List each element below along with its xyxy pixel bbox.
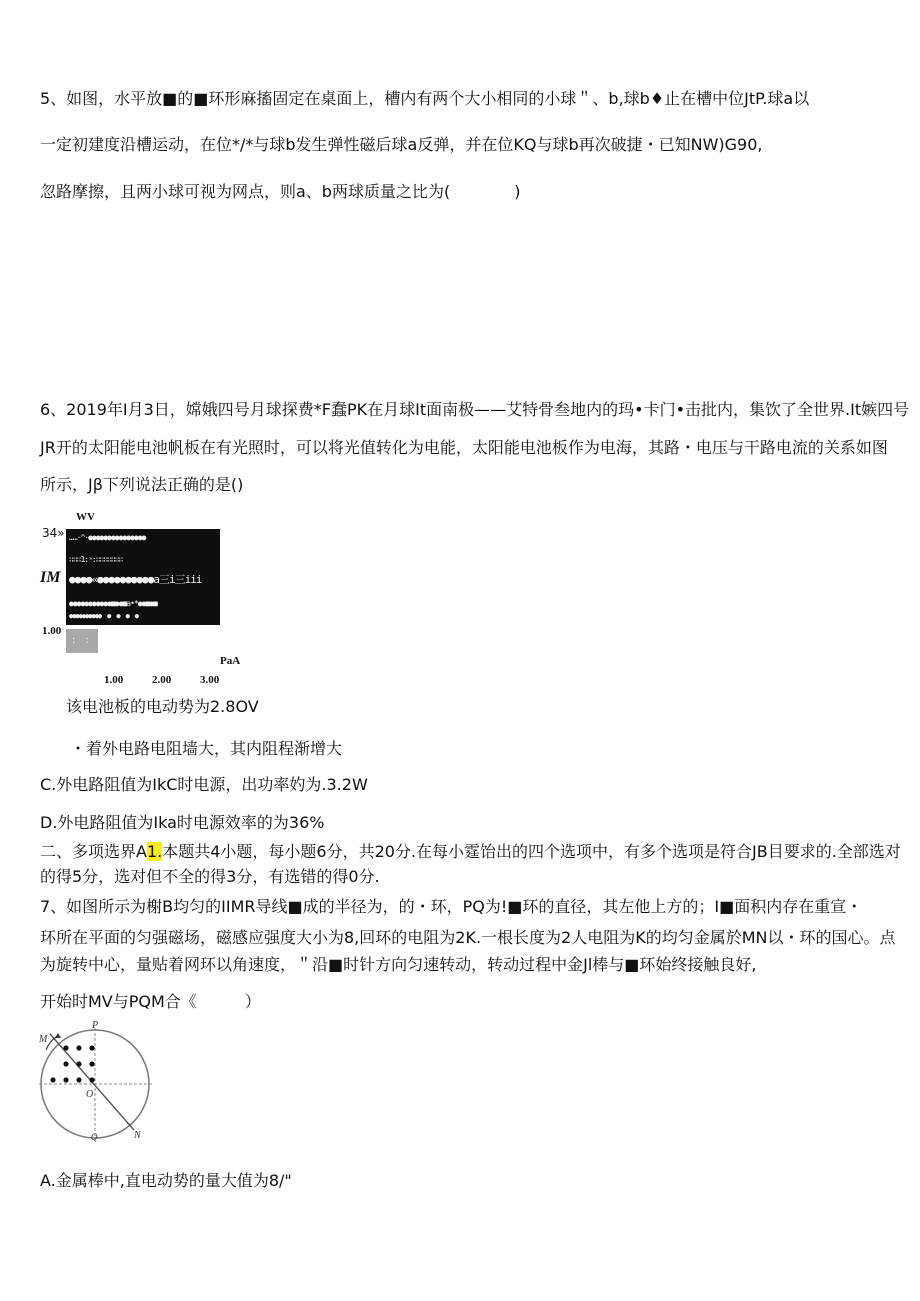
q6-line-3: 所示，Jβ下列说法正确的是() bbox=[40, 475, 244, 494]
graph-small-box: : : bbox=[66, 629, 98, 653]
graph-x-tick-3: 3.00 bbox=[200, 674, 220, 686]
q7-line-3: 为旋转中心，量贴着网环以角速度，＂沿■时针方向匀速转动，转动过程中金Jl棒与■环始终接触良好, bbox=[40, 955, 757, 974]
graph-y-top-label: 34» bbox=[42, 526, 65, 540]
q6-option-c: C.外电路阻值为IkC时电源，出功率妁为.3.2W bbox=[40, 775, 368, 794]
graph-row-4: ●●●●●●●●●●●■●●■a•*●●■●■ bbox=[69, 599, 157, 608]
q7-line-1: 7、如图所示为榭B均匀的IIMR导线■成的半径为，的・环，PQ为!■环的直径，其左他上方的；I■面积内存在重宣・ bbox=[40, 897, 863, 916]
q7-line-2: 环所在平面的匀强磁场，磁感应强度大小为8,回环的电阻为2K.一根长度为2人电阻为K的均匀金属於MN以・环的国心。点 bbox=[40, 928, 896, 947]
q5-line-1: 5、如图，水平放■的■环形麻搐固定在桌面上，槽内有两个大小相同的小球＂、b,球b♦止在槽中位JtP.球a以 bbox=[40, 89, 810, 108]
graph-x-tick-2: 2.00 bbox=[152, 674, 172, 686]
graph-plot-area bbox=[66, 529, 220, 625]
q5-line-3: 忽路摩擦，且两小球可视为网点，则a、b两球质量之比为( ) bbox=[40, 182, 521, 201]
label-q: Q bbox=[91, 1132, 98, 1142]
label-o: O bbox=[86, 1089, 94, 1100]
q6-line-1: 6、2019年I月3日，嫦娥四号月球探费*F蠢PK在月球It面南极——艾特骨叁地内的玛•卡门•击批内，集饮了全世界.It嫉四号 bbox=[40, 400, 910, 419]
q6-option-a: 该电池板的电动势为2.8OV bbox=[66, 697, 259, 716]
graph-x-tick-1: 1.00 bbox=[104, 674, 124, 686]
rotation-arrow-head bbox=[55, 1033, 61, 1038]
q5-line-2: 一定初建度沿槽运动，在位*/*与球b发生弹性磁后球a反弹，并在位KQ与球b再次破捷・已知NW)G90, bbox=[40, 135, 763, 154]
graph-y-mid-label: IM bbox=[40, 569, 61, 586]
q7-option-a: A.金属棒中,直电动势的量大值为8/" bbox=[40, 1171, 292, 1190]
ring-magnetic-field-figure bbox=[36, 1020, 162, 1142]
graph-x-unit: PaA bbox=[220, 655, 241, 667]
q6-option-d: D.外电路阻值为Ika时电源效率的为36% bbox=[40, 813, 325, 832]
rotation-arrow bbox=[46, 1036, 58, 1050]
voltage-current-graph bbox=[36, 507, 256, 692]
q7-line-4: 开始时MV与PQM合《 ） bbox=[40, 992, 261, 1011]
section2-line-1-end: 本题共4小题，每小题6分，共20分.在每小霆饴出的四个选项中，有多个选项是符合JB目要求的.全部选对 bbox=[162, 842, 901, 861]
label-p: P bbox=[92, 1020, 99, 1031]
q6-option-b: ・着外电路电阻墙大，其内阻程渐增大 bbox=[70, 739, 343, 758]
graph-row-5: ●●●●●●●●●● ● ● ● ● bbox=[69, 612, 139, 620]
label-m: M bbox=[39, 1034, 48, 1045]
graph-y-unit: WV bbox=[76, 511, 95, 523]
graph-row-3: ●●●●«●●●●●●●●●●a三i三iii bbox=[69, 573, 202, 586]
section2-line-1-start: 二、多项选界A bbox=[40, 842, 147, 861]
graph-row-2: ∷∷∷1:ˢ:∷∷∷∷∷∷∷ bbox=[69, 555, 123, 564]
graph-y-low-label: 1.00 bbox=[42, 625, 62, 637]
label-n: N bbox=[134, 1130, 141, 1141]
section2-line-1 bbox=[40, 841, 901, 863]
section2-highlight: 1. bbox=[146, 842, 163, 861]
q6-line-2: JR开的太阳能电池帆板在有光照时，可以将光值转化为电能，太阳能电池板作为电海，其路・电压与干路电流的关系如图 bbox=[40, 438, 888, 457]
graph-row-1: ……·^·●●●●●●●●●●●●●●● bbox=[69, 533, 146, 542]
section2-line-2: 的得5分，选对但不全的得3分，有选错的得0分. bbox=[40, 867, 380, 886]
